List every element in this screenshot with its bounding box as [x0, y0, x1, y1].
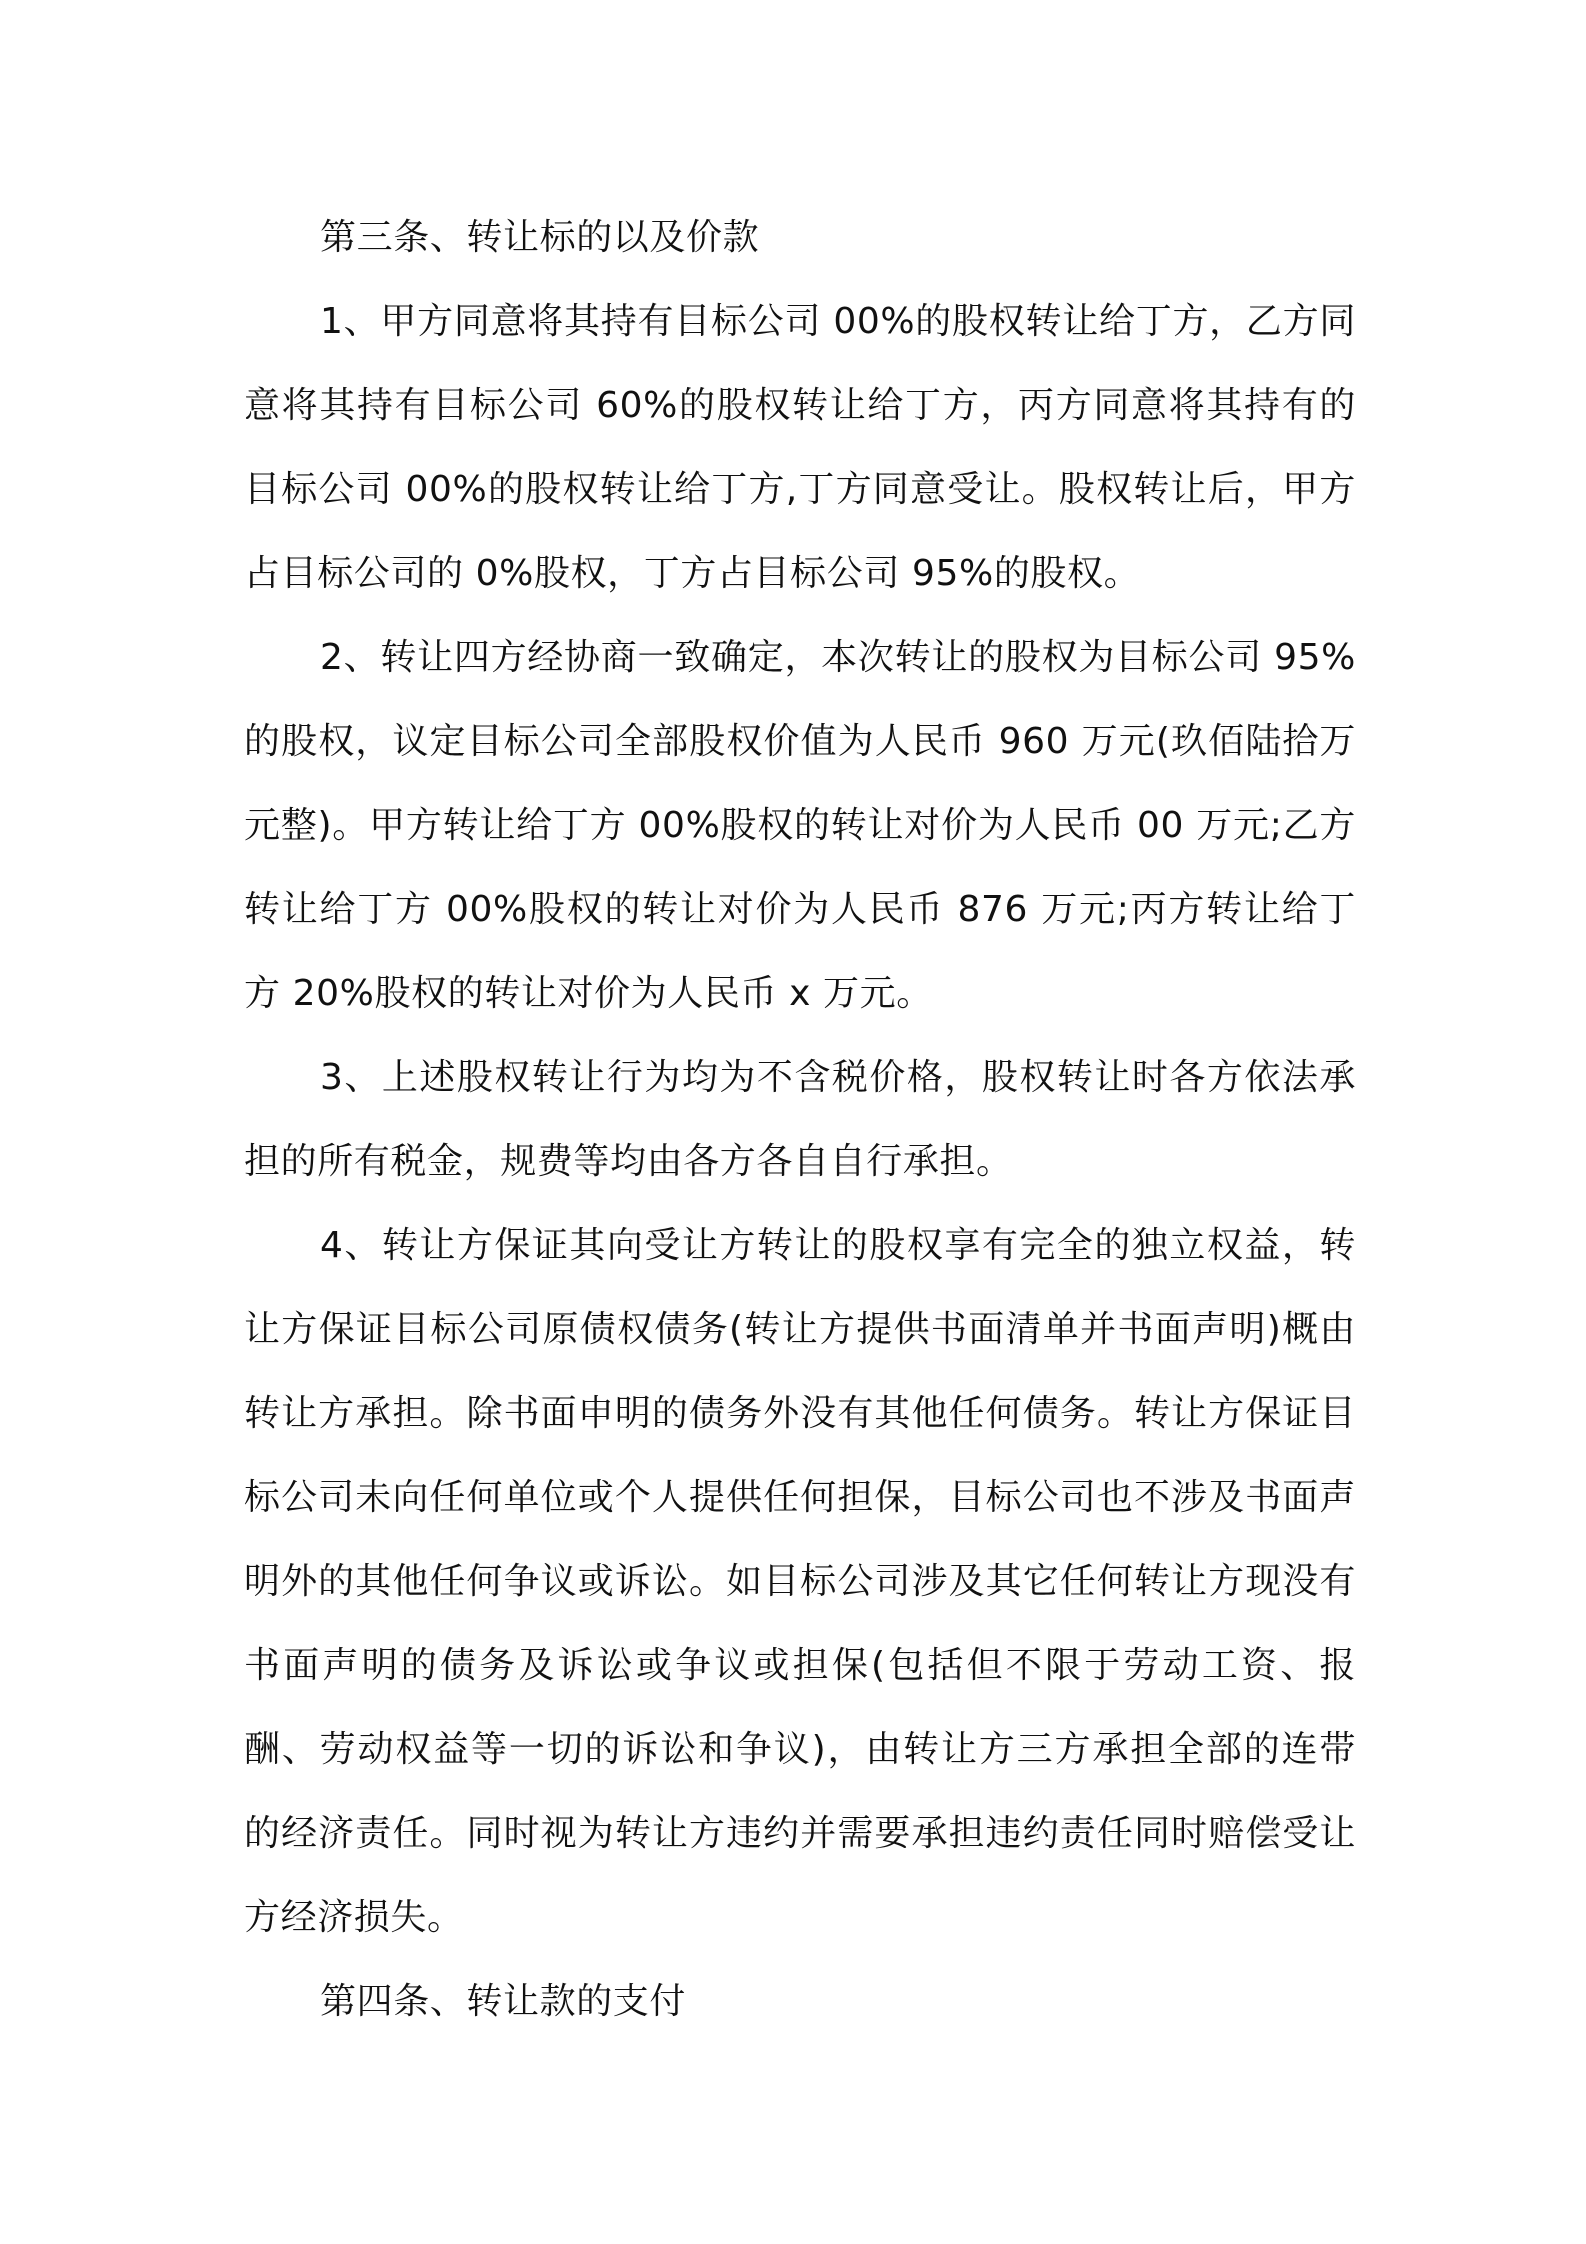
section-heading-3: 第三条、转让标的以及价款	[320, 217, 760, 258]
paragraph-item-1: 1、甲方同意将其持有目标公司 00%的股权转让给丁方，乙方同意将其持有目标公司 60%的股权转让给丁方，丙方同意将其持有的目标公司 00%的股权转让给丁方,丁方同意受让。股权转让后，甲方占目标公司的 0%股权，丁方占目标公司 95%的股权。	[244, 301, 1356, 594]
section-heading-4: 第四条、转让款的支付	[320, 1981, 687, 2022]
paragraph-item-3: 3、上述股权转让行为均为不含税价格，股权转让时各方依法承担的所有税金，规费等均由各方各自自行承担。	[244, 1057, 1356, 1182]
paragraph-item-4: 4、转让方保证其向受让方转让的股权享有完全的独立权益，转让方保证目标公司原债权债务(转让方提供书面清单并书面声明)概由转让方承担。除书面申明的债务外没有其他任何债务。转让方保证目标公司未向任何单位或个人提供任何担保，目标公司也不涉及书面声明外的其他任何争议或诉讼。如目标公司涉及其它任何转让方现没有书面声明的债务及诉讼或争议或担保(包括但不限于劳动工资、报酬、劳动权益等一切的诉讼和争议)，由转让方三方承担全部的连带的经济责任。同时视为转让方违约并需要承担违约责任同时赔偿受让方经济损失。	[244, 1225, 1356, 1938]
document-body	[244, 196, 1356, 2044]
paragraph-item-2: 2、转让四方经协商一致确定，本次转让的股权为目标公司 95%的股权，议定目标公司全部股权价值为人民币 960 万元(玖佰陆拾万元整)。甲方转让给丁方 00%股权的转让对价为人民币 00 万元;乙方转让给丁方 00%股权的转让对价为人民币 876 万元;丙方转让给丁方 20%股权的转让对价为人民币 x 万元。	[244, 637, 1357, 1014]
